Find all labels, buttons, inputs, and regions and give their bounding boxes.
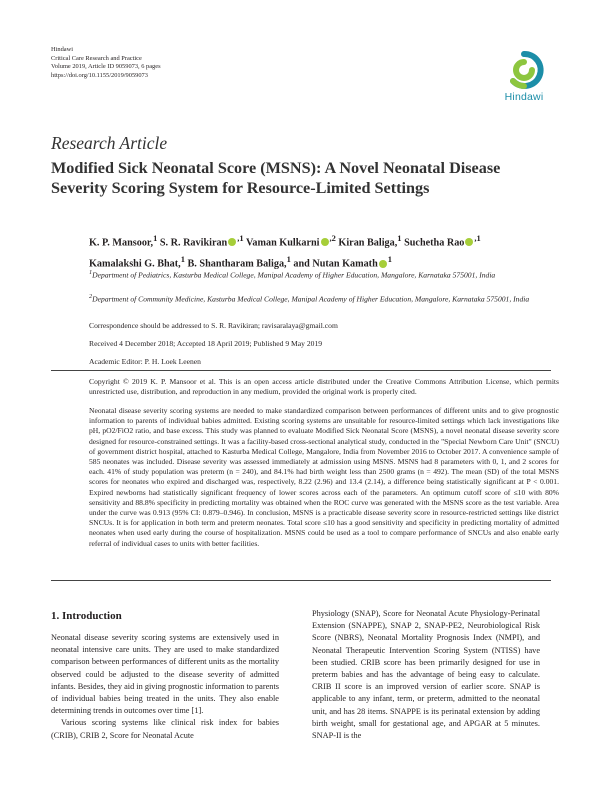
affiliation-1 [89,268,559,280]
author-name: K. P. Mansoor, [89,237,154,249]
orcid-icon[interactable] [228,238,236,246]
section-heading: 1. Introduction [51,610,122,622]
author-name: Vaman Kulkarni [245,237,320,249]
author-name: Suchetha Rao [404,237,465,249]
publisher-name: Hindawi [51,46,74,53]
divider [51,580,551,581]
affiliation-text: Department of Pediatrics, Kasturba Medical College, Manipal Academy of Higher Education, Mangalore, Karnataka 575001, India [92,270,496,280]
copyright-notice: Copyright © 2019 K. P. Mansoor et al. This is an open access article distributed under the Creative Commons Attribution License, which permits unrestricted use, distribution, and reproduction in any medium, provided the original work is properly cited. [89,377,559,396]
article-title: Modified Sick Neonatal Score (MSNS): A Novel Neonatal Disease Severity Scoring System for Resource-Limited Settings [51,159,501,197]
orcid-icon[interactable] [465,238,473,246]
author-name: Kiran Baliga, [338,237,398,249]
logo-text: Hindawi [504,91,544,103]
author-name: Kamalakshi G. Bhat, [89,258,181,270]
author-line-1 [89,230,559,251]
orcid-icon[interactable] [321,238,329,246]
author-list [89,230,559,273]
article-type: Research Article [51,133,168,153]
publication-dates: Received 4 December 2018; Accepted 18 April 2019; Published 9 May 2019 [89,339,323,348]
intro-column-right [312,608,540,742]
author-sup: 1 [180,254,185,265]
author-sup: 1 [397,233,402,243]
paragraph: Physiology (SNAP), Score for Neonatal Acute Physiology-Perinatal Extension (SNAPPE), SNAP 2, SNAP-PE2, Neurobiological Risk Score (NBRS), Neonatal Mortality Prognosis Index (NMPI), and Neonatal Therapeutic Intervention Scoring System (NTISS) have been studied. CRIB score has been primarily designed for use in preterm babies and has the advantage of being easy to calculate. CRIB II score is an improved version of earlier score. SNAP is applicable to any infant, term, or preterm, admitted to the neonatal unit, and has 28 items. SNAPPE is its perinatal extension by adding birth weight, small for gestational age, and APGAR at 5 minutes. SNAP-II is the [312,609,540,741]
author-name: and Nutan Kamath [293,258,378,270]
author-sup: ,2 [329,233,336,243]
affiliation-text: Department of Community Medicine, Kasturba Medical College, Manipal Academy of Higher Education, Mangalore, Karnataka 575001, India [92,294,530,304]
author-name: B. Shantharam Baliga, [187,258,287,270]
journal-name: Critical Care Research and Practice [51,54,142,62]
abstract: Neonatal disease severity scoring systems are needed to make standardized comparison between performances of different units and to give prognostic information to parents of individual babies admitted. Existing scoring systems are unsuitable for resource-limited settings which lack investigations like pH, pO2/FiO2 ratio, and base excess. This study was planned to evaluate Modified Sick Neonatal Score (MSNS), a novel neonatal disease severity score designed for resource-constrained settings. It was a facility-based cross-sectional analytical study, conducted in the "Special Newborn Care Unit" (SNCU) of government district hospital, attached to Kasturba Medical College, Mangalore, India from November 2016 to October 2017. A convenience sample of 585 neonates was included. Disease severity was assessed immediately at admission using MSNS. MSNS had 8 parameters with 0, 1, and 2 scores for each. 41% of study population was preterm (n = 240), and 84.1% had birth weight less than 2500 grams (n = 492). The mean (SD) of the total MSNS scores for neonates who expired and discharged was, respectively, 8.22 (2.96) and 13.4 (2.14), a difference being statistically significant at P < 0.001. Expired newborns had statistically significant frequency of lower scores across each of the parameters. An optimum cutoff score of ≤10 with 80% sensitivity and 88.8% specificity in predicting mortality was obtained when the ROC curve was generated with the MSNS score as the test variable. Area under the curve was 0.913 (95% CI: 0.879–0.946). In conclusion, MSNS is a practicable disease severity score in resource-restricted settings like district SNCUs. It is for application in both term and preterm neonates. Total score ≤10 has a good sensitivity and specificity in predicting mortality of admitted neonates when used early during the course of hospitalization. MSNS could be used as a tool to compare performance of SNCUs and also enable early referral of individual cases to units with better facilities. [89,406,559,548]
author-name: S. R. Ravikiran [159,237,228,249]
academic-editor: Academic Editor: P. H. Loek Leenen [89,357,201,366]
author-sup: ,1 [237,233,244,243]
author-sup: 1 [387,254,392,265]
divider [51,370,551,371]
affiliation-sup: 1 [89,269,93,276]
journal-info [51,46,161,80]
author-sup: ,1 [474,233,481,243]
author-sup: 1 [153,233,158,243]
affiliation-sup: 2 [89,293,93,300]
hindawi-logo-icon [504,50,544,90]
intro-column-left [51,632,279,742]
correspondence: Correspondence should be addressed to S. R. Ravikiran; ravisaralaya@gmail.com [89,321,338,330]
paragraph: Neonatal disease severity scoring systems are extensively used in neonatal intensive care units. They are used to make standardized comparison between performances of different units as the mortality observed could be adjusted to the disease severity of admitted infants. Besides, they aid in giving prognostic information to parents of individual babies being treated in the units. They also enable determining trends in outcomes over time [1]. [51,633,279,716]
paragraph: Various scoring systems like clinical risk index for babies (CRIB), CRIB 2, Score for Neonatal Acute [51,718,279,740]
hindawi-logo [494,50,554,108]
orcid-icon[interactable] [379,260,387,268]
journal-volume: Volume 2019, Article ID 9059073, 6 pages [51,63,161,71]
author-sup: 1 [286,254,291,265]
journal-doi[interactable]: https://doi.org/10.1155/2019/9059073 [51,71,148,79]
affiliation-2 [89,292,559,304]
